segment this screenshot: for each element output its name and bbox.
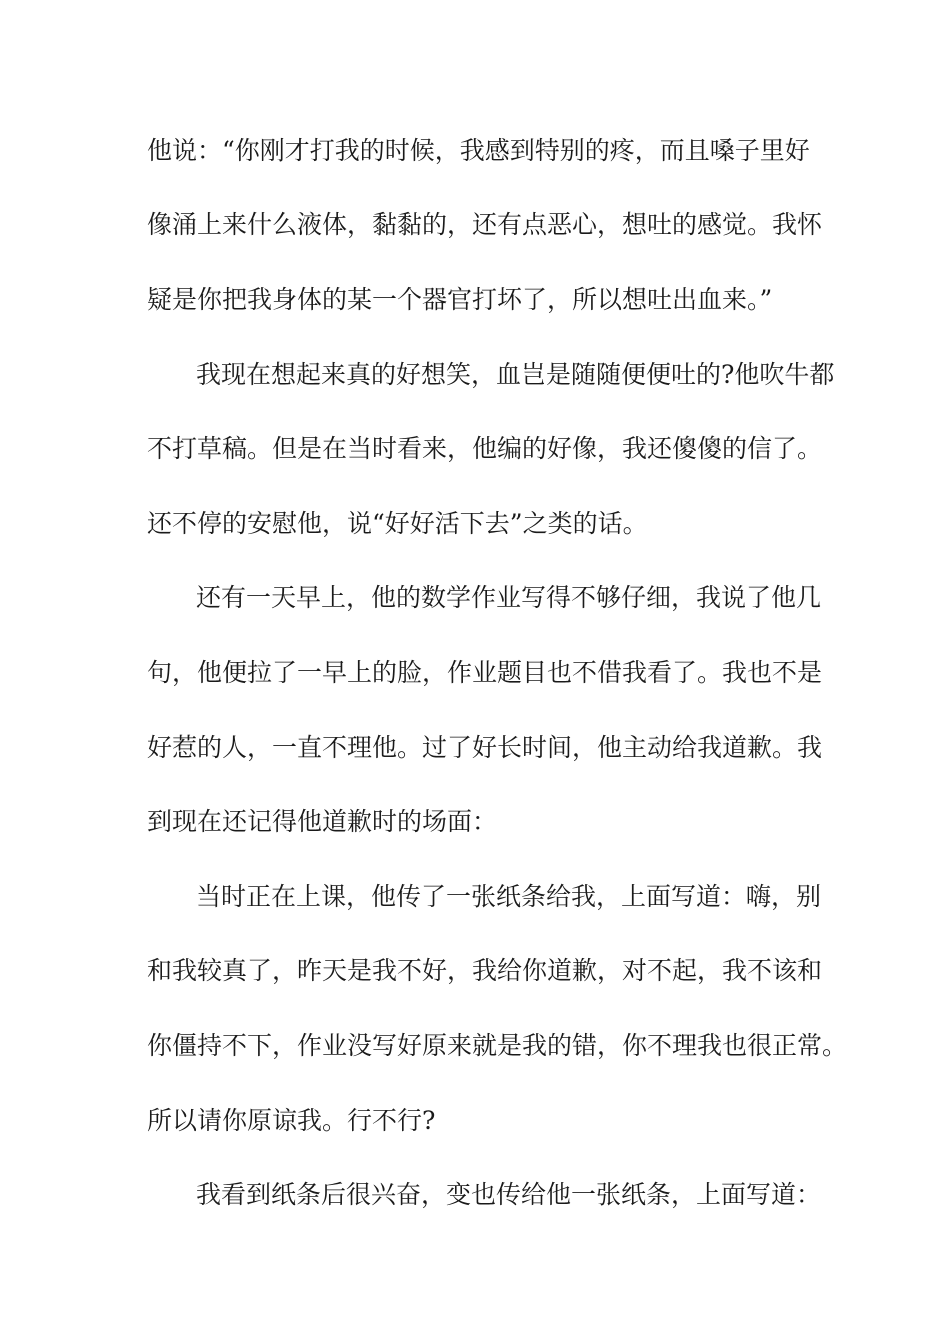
text-line: 还不停的安慰他，说“好好活下去”之类的话。 bbox=[147, 509, 648, 538]
text-line: 你僵持不下，作业没写好原来就是我的错，你不理我也很正常。 bbox=[147, 1031, 848, 1060]
text-line: 疑是你把我身体的某一个器官打坏了，所以想吐出血来。” bbox=[147, 285, 773, 314]
text-line: 像涌上来什么液体，黏黏的，还有点恶心，想吐的感觉。我怀 bbox=[147, 210, 823, 239]
text-line: 和我较真了，昨天是我不好，我给你道歉，对不起，我不该和 bbox=[147, 956, 823, 985]
text-line: 他说：“你刚才打我的时候，我感到特别的疼，而且嗓子里好 bbox=[147, 136, 810, 165]
text-line: 句，他便拉了一早上的脸，作业题目也不借我看了。我也不是 bbox=[147, 658, 823, 687]
text-line: 好惹的人，一直不理他。过了好长时间，他主动给我道歉。我 bbox=[147, 733, 823, 762]
paragraph-first-line: 我看到纸条后很兴奋，变也传给他一张纸条，上面写道： bbox=[196, 1180, 822, 1209]
paragraph-first-line: 还有一天早上，他的数学作业写得不够仔细，我说了他几 bbox=[196, 583, 822, 612]
text-line: 到现在还记得他道歉时的场面： bbox=[147, 807, 498, 836]
text-line: 所以请你原谅我。行不行? bbox=[147, 1106, 436, 1135]
paragraph-first-line: 当时正在上课，他传了一张纸条给我，上面写道：嗨，别 bbox=[196, 882, 822, 911]
paragraph-first-line: 我现在想起来真的好想笑，血岂是随随便便吐的?他吹牛都 bbox=[196, 360, 835, 389]
text-line: 不打草稿。但是在当时看来，他编的好像，我还傻傻的信了。 bbox=[147, 434, 823, 463]
